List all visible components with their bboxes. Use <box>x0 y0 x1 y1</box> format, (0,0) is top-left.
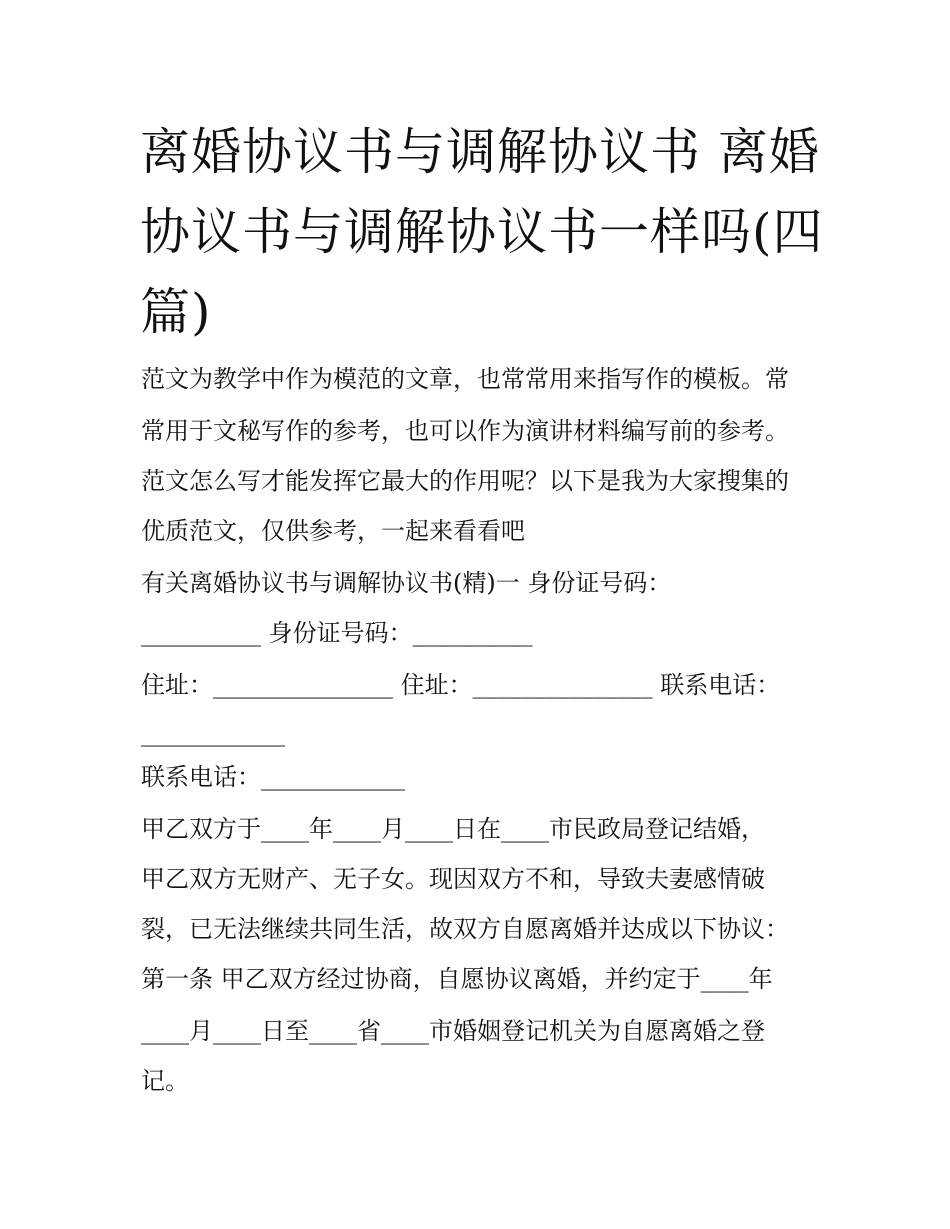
title-line: 协议书与调解协议书一样吗(四 <box>140 203 824 261</box>
intro-line: 范文怎么写才能发挥它最大的作用呢？以下是我为大家搜集的 <box>141 467 789 495</box>
intro-line: 常用于文秘写作的参考，也可以作为演讲材料编写前的参考。 <box>141 417 789 445</box>
form-line: __________ 身份证号码：__________ <box>141 619 533 647</box>
form-line: 住址：_______________ 住址：_______________ 联系电话： <box>141 671 781 699</box>
form-line: ____________ <box>141 719 285 747</box>
form-line: 联系电话：____________ <box>141 763 405 791</box>
intro-line: 优质范文，仅供参考，一起来看看吧 <box>141 517 525 545</box>
intro-line: 范文为教学中作为模范的文章，也常常用来指写作的模板。常 <box>141 365 789 393</box>
body-line: 第一条 甲乙双方经过协商，自愿协议离婚，并约定于____年 <box>141 965 773 993</box>
body-line: 甲乙双方无财产、无子女。现因双方不和，导致夫妻感情破 <box>141 865 765 893</box>
page-title <box>140 112 830 352</box>
body-line: 甲乙双方于____年____月____日在____市民政局登记结婚， <box>141 815 765 843</box>
title-line: 离婚协议书与调解协议书 离婚 <box>140 123 820 181</box>
body-line: 裂，已无法继续共同生活，故双方自愿离婚并达成以下协议： <box>141 915 789 943</box>
body-line: ____月____日至____省____市婚姻登记机关为自愿离婚之登 <box>141 1017 765 1045</box>
section-heading: 有关离婚协议书与调解协议书(精)一 身份证号码： <box>141 569 672 597</box>
title-line: 篇) <box>140 283 212 341</box>
body-line: 记。 <box>141 1067 189 1095</box>
